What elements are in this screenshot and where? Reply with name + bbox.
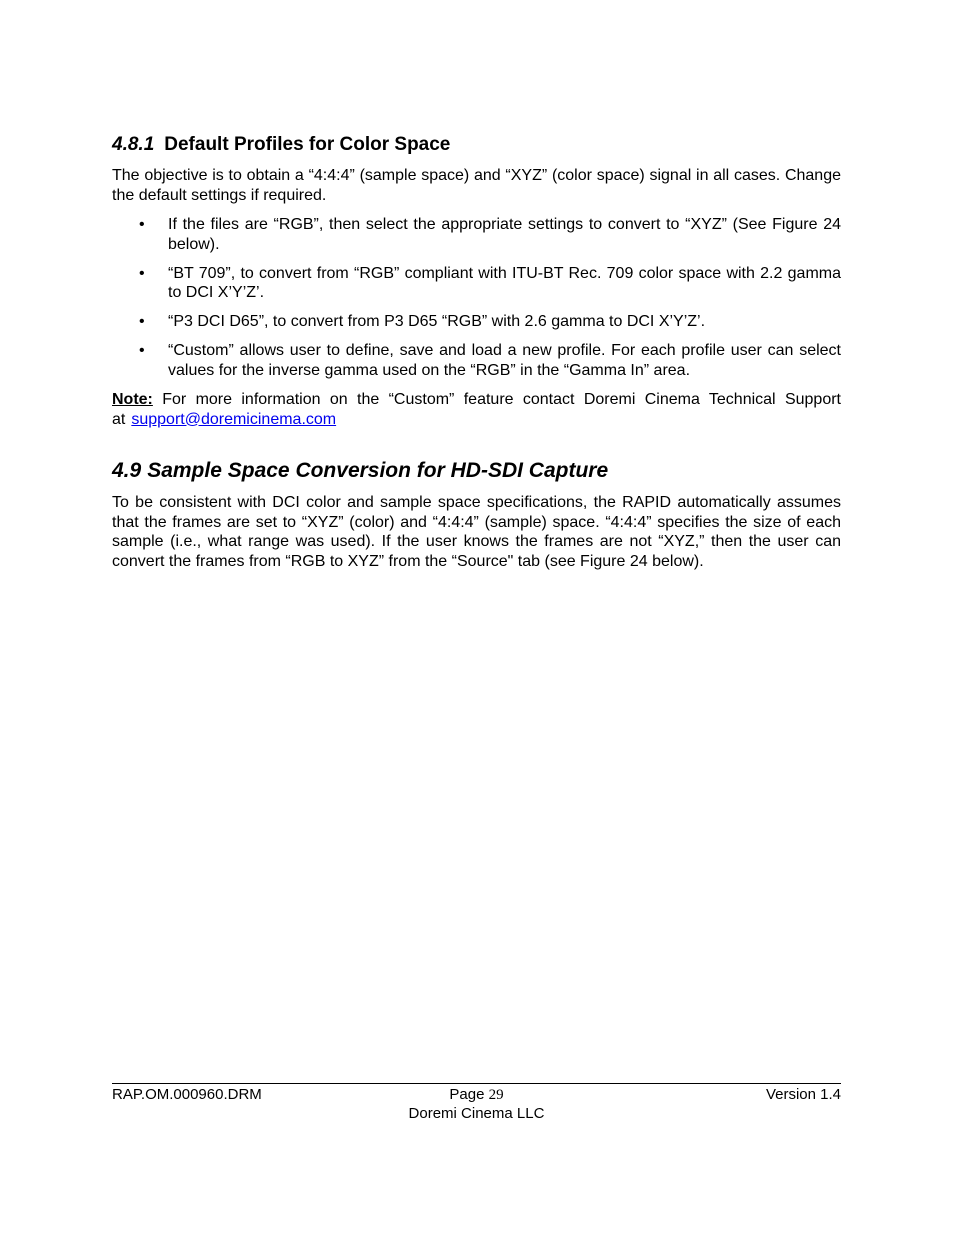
page-label: Page bbox=[449, 1086, 485, 1103]
list-item bbox=[112, 264, 841, 303]
section-4-9-heading bbox=[112, 459, 608, 483]
bullet-icon: • bbox=[139, 342, 145, 360]
version-label: Version 1.4 bbox=[765, 1086, 841, 1103]
note-label: Note: bbox=[112, 391, 153, 408]
section-4-8-1-heading bbox=[112, 134, 450, 156]
page-number-label bbox=[112, 1086, 841, 1104]
section-number: 4.8.1 bbox=[112, 134, 155, 155]
footer-divider bbox=[112, 1083, 841, 1084]
list-item bbox=[112, 215, 841, 254]
sample-space-paragraph: To be consistent with DCI color and sample space specifications, the RAPID automatically assumes that the frames are set to “XYZ” (color) and “4:4:4” (sample) space. “4:4:4” specifies the size of each sample (i.e., what range was used). If the user knows the frames are not “XYZ,” then the user can convert the frames from “RGB to XYZ” from the “Source" tab (see Figure 24 below). bbox=[112, 494, 841, 570]
bullet-icon: • bbox=[139, 264, 145, 282]
list-item-text: “P3 DCI D65”, to convert from P3 D65 “RGB” with 2.6 gamma to DCI X’Y’Z’. bbox=[168, 313, 706, 331]
intro-paragraph: The objective is to obtain a “4:4:4” (sample space) and “XYZ” (color space) signal in all cases. Change the default settings if required. bbox=[112, 167, 841, 204]
document-page bbox=[112, 0, 841, 1235]
list-item bbox=[112, 341, 841, 380]
profile-bullet-list bbox=[112, 215, 841, 390]
section-number: 4.9 bbox=[112, 459, 142, 482]
section-title: Default Profiles for Color Space bbox=[164, 134, 451, 155]
company-name: Doremi Cinema LLC bbox=[408, 1105, 545, 1122]
bullet-icon: • bbox=[139, 216, 145, 233]
list-item bbox=[112, 312, 841, 332]
document-id: RAP.OM.000960.DRM bbox=[112, 1086, 262, 1103]
bullet-icon: • bbox=[139, 313, 145, 331]
note-text: For more information on the “Custom” feature contact Doremi Cinema Technical Support at bbox=[112, 391, 841, 428]
list-item-text: “Custom” allows user to define, save and load a new profile. For each profile user can select values for the inverse gamma used on the “RGB” in the “Gamma In” area. bbox=[168, 342, 841, 379]
list-item-text: “BT 709”, to convert from “RGB” compliant with ITU-BT Rec. 709 color space with 2.2 gamma to DCI X’Y’Z’. bbox=[168, 264, 841, 302]
note-paragraph bbox=[112, 390, 841, 429]
section-title: Sample Space Conversion for HD-SDI Capture bbox=[147, 459, 609, 482]
page-number: 29 bbox=[488, 1087, 504, 1103]
list-item-text: If the files are “RGB”, then select the appropriate settings to convert to “XYZ” (See Figure 24 below). bbox=[168, 216, 841, 253]
support-email-link[interactable]: support@doremicinema.com bbox=[131, 410, 337, 428]
